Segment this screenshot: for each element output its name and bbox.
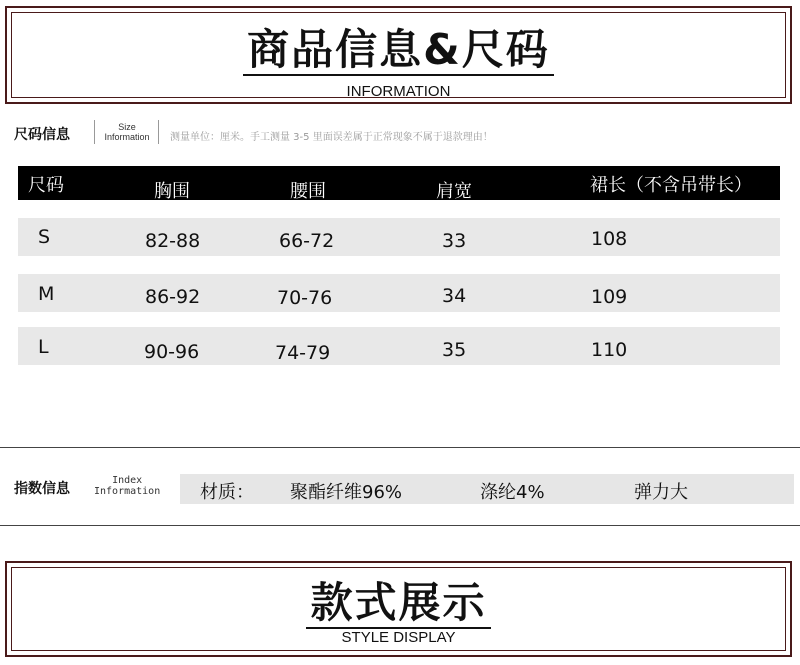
size-table-header	[18, 166, 780, 200]
cell-shoulder: 33	[442, 230, 467, 252]
page-title: 商品信息&尺码	[7, 22, 790, 78]
cell-waist: 66-72	[279, 230, 335, 252]
header-waist: 腰围	[290, 181, 326, 202]
page-subtitle: INFORMATION	[346, 83, 451, 100]
size-en-line1: Size	[118, 122, 136, 132]
size-en-line2: Information	[104, 132, 150, 142]
table-row	[18, 274, 780, 312]
header-shoulder: 肩宽	[436, 181, 472, 202]
cell-waist: 70-76	[277, 287, 333, 309]
table-row	[18, 218, 780, 256]
index-section-label-en	[94, 475, 160, 497]
cell-length: 110	[591, 339, 628, 361]
divider	[158, 120, 159, 144]
cell-bust: 82-88	[145, 230, 201, 252]
cell-size: S	[38, 226, 51, 248]
elasticity: 弹力大	[634, 482, 688, 503]
style-title: 款式展示	[7, 575, 790, 631]
material-polyester: 聚酯纤维96%	[290, 482, 403, 503]
style-title-box	[5, 561, 792, 657]
cell-length: 109	[591, 286, 628, 308]
index-en-line1: Index	[112, 475, 143, 486]
cell-bust: 86-92	[145, 286, 201, 308]
table-row	[18, 327, 780, 365]
cell-shoulder: 34	[442, 285, 467, 307]
size-section-label-en	[98, 122, 156, 142]
cell-size: L	[38, 336, 49, 358]
index-section-label: 指数信息	[14, 481, 70, 497]
index-info-bar	[180, 474, 794, 504]
header-bust: 胸围	[154, 181, 190, 202]
cell-waist: 74-79	[275, 342, 331, 364]
cell-shoulder: 35	[442, 339, 467, 361]
material-terylene: 涤纶4%	[480, 482, 545, 503]
info-title-box	[5, 6, 792, 104]
header-size: 尺码	[28, 175, 64, 196]
style-subtitle: STYLE DISPLAY	[341, 629, 456, 646]
index-en-line2: Information	[94, 486, 161, 497]
cell-bust: 90-96	[144, 341, 200, 363]
cell-size: M	[38, 283, 55, 305]
divider-line	[0, 525, 800, 526]
measurement-note: 测量单位：厘米。手工测量 3-5 里面误差属于正常现象不属于退款理由！	[170, 132, 493, 143]
size-section-label: 尺码信息	[14, 127, 70, 143]
header-length: 裙长（不含吊带长）	[590, 175, 752, 196]
divider	[94, 120, 95, 144]
cell-length: 108	[591, 228, 628, 250]
material-label: 材质：	[200, 482, 254, 503]
divider-line	[0, 447, 800, 448]
